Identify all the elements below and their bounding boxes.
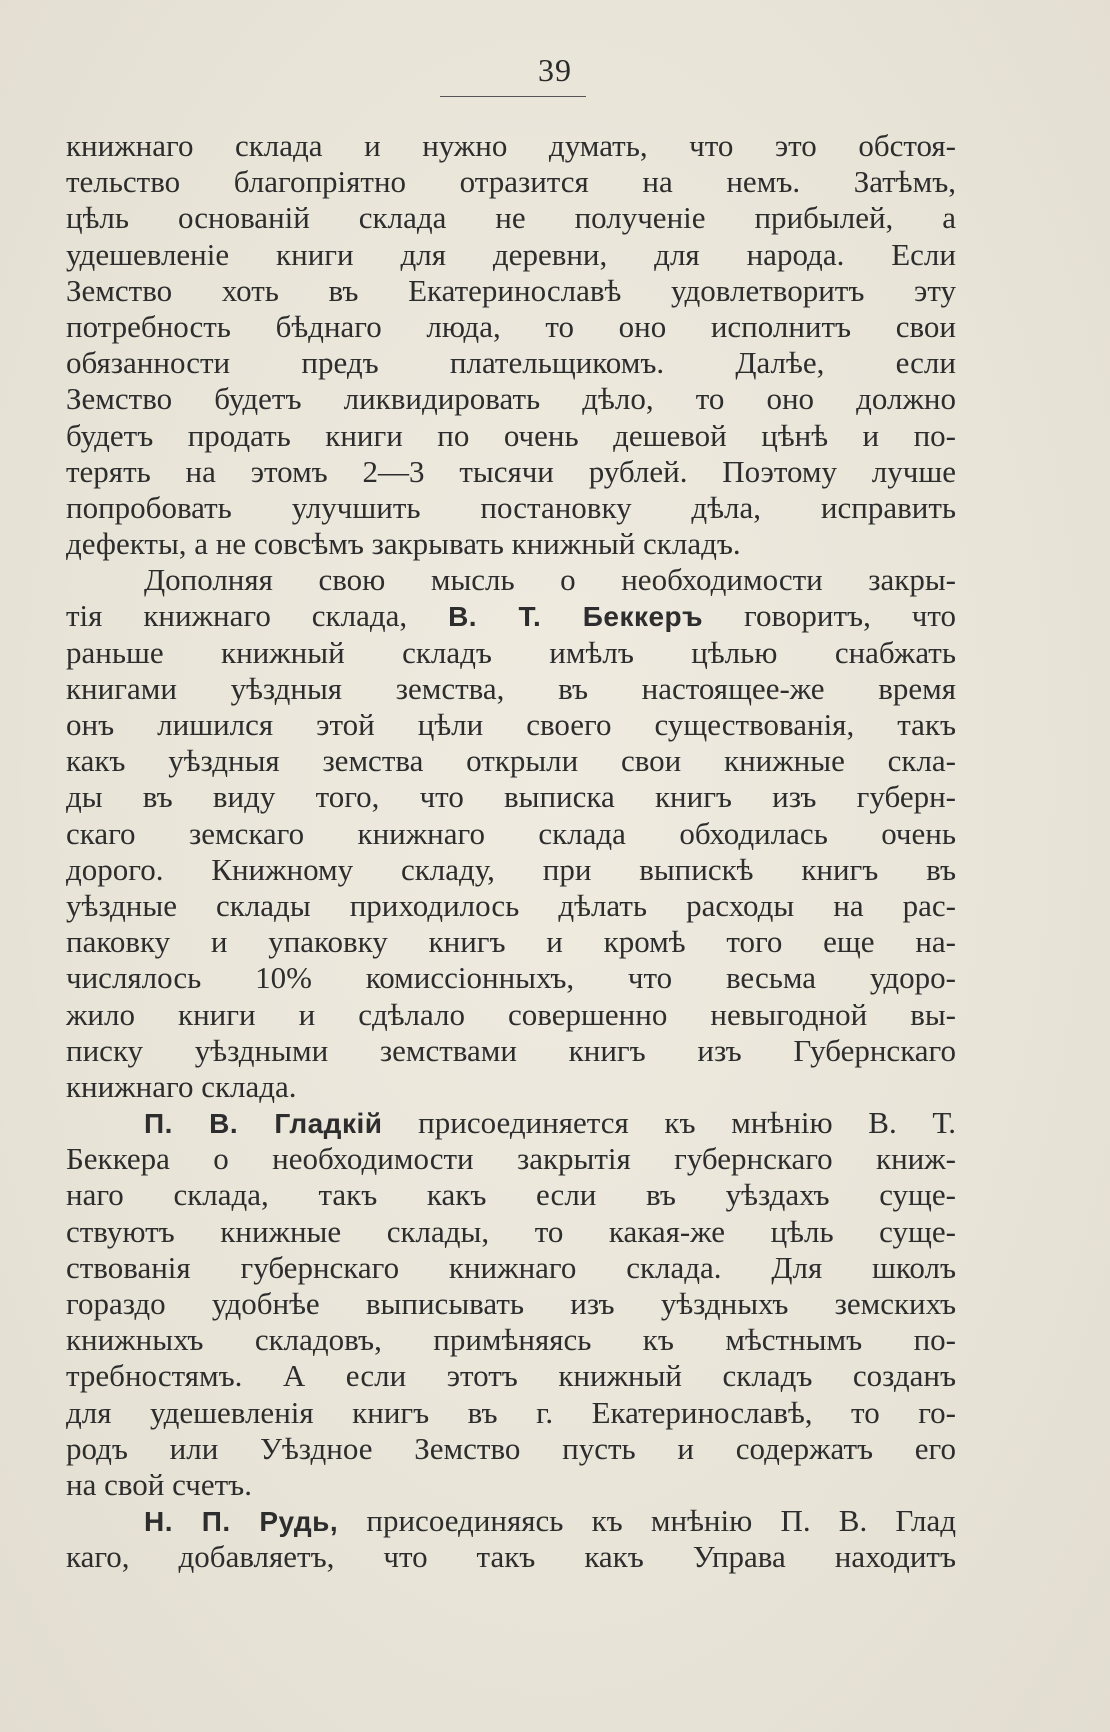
text-line: книжнаго склада. [66, 1068, 297, 1104]
body-text [66, 128, 956, 1576]
text-line: книгами уѣздныя земства, въ настоящее-же время [66, 670, 956, 706]
text-line: скаго земскаго книжнаго склада обходилась очень [66, 815, 956, 851]
text-line: паковку и упаковку книгъ и кромѣ того еще на- [66, 924, 956, 960]
header-rule [440, 96, 586, 97]
text-fragment: присоединяется къ мнѣнію В. Т. [418, 1105, 956, 1141]
text-line: ствованія губернскаго книжнаго склада. Для школъ [66, 1249, 956, 1285]
text-line: Беккера о необходимости закрытія губернскаго книж- [66, 1141, 956, 1177]
text-line: удешевленіе книги для деревни, для народа. Если [66, 236, 956, 272]
text-line [66, 1503, 956, 1539]
text-line: Дополняя свою мысль о необходимости закры- [144, 562, 956, 598]
text-line: цѣль основаній склада не полученіе прибылей, а [66, 200, 956, 236]
text-line: попробовать улучшить постановку дѣла, исправить [66, 489, 956, 525]
text-line: на свой счетъ. [66, 1466, 252, 1502]
text-line: наго склада, такъ какъ если въ уѣздахъ суще- [66, 1177, 956, 1213]
text-fragment: присоединяясь къ мнѣнію П. В. Глад [366, 1503, 957, 1539]
text-line: потребность бѣднаго люда, то оно исполнитъ свои [66, 308, 956, 344]
text-line: раньше книжный складъ имѣлъ цѣлью снабжать [66, 634, 956, 670]
text-line: обязанности предъ плательщикомъ. Далѣе, если [66, 345, 956, 381]
text-line: для удешевленія книгъ въ г. Екатеринославѣ, то го- [66, 1394, 956, 1430]
text-line [66, 1105, 956, 1141]
text-line: будетъ продать книги по очень дешевой цѣнѣ и по- [66, 417, 956, 453]
text-line: ды въ виду того, что выписка книгъ изъ губерн- [66, 779, 956, 815]
text-line: онъ лишился этой цѣли своего существованія, такъ [66, 707, 956, 742]
text-line: каго, добавляетъ, что такъ какъ Управа находитъ [66, 1539, 956, 1575]
text-line: Земство хоть въ Екатеринославѣ удовлетворитъ эту [66, 272, 956, 308]
text-line: гораздо удобнѣе выписывать изъ уѣздныхъ земскихъ [66, 1286, 956, 1321]
text-line: числялось 10% комиссіонныхъ, что весьма удоро- [66, 960, 956, 996]
speaker-name: В. Т. Беккеръ [448, 601, 704, 633]
text-line: жило книги и сдѣлало совершенно невыгодной вы- [66, 996, 956, 1032]
text-line: книжнаго склада и нужно думать, что это обстоя- [66, 128, 956, 163]
text-line: книжныхъ складовъ, примѣняясь къ мѣстнымъ по- [66, 1322, 956, 1358]
speaker-name: Н. П. Рудь, [144, 1506, 339, 1538]
text-line: ствуютъ книжные склады, то какая-же цѣль суще- [66, 1213, 956, 1249]
speaker-name: П. В. Гладкій [144, 1108, 383, 1140]
text-fragment: говоритъ, что [744, 598, 956, 634]
text-line: дорого. Книжному складу, при выпискѣ книгъ въ [66, 851, 956, 887]
text-line: тельство благопріятно отразится на немъ. Затѣмъ, [66, 164, 956, 200]
text-line: писку уѣздными земствами книгъ изъ Губернскаго [66, 1032, 956, 1068]
text-line: Земство будетъ ликвидировать дѣло, то оно должно [66, 381, 956, 417]
text-line: родъ или Уѣздное Земство пусть и содержатъ его [66, 1430, 956, 1466]
text-line: уѣздные склады приходилось дѣлать расходы на рас- [66, 887, 956, 923]
text-line [66, 598, 956, 634]
text-line: требностямъ. А если этотъ книжный складъ созданъ [66, 1358, 956, 1394]
text-line: дефекты, а не совсѣмъ закрывать книжный складъ. [66, 526, 741, 562]
text-fragment: тія книжнаго склада, [66, 598, 408, 634]
page-number: 39 [538, 52, 572, 88]
text-line: какъ уѣздныя земства открыли свои книжные скла- [66, 743, 956, 779]
text-line: терять на этомъ 2—3 тысячи рублей. Поэтому лучше [66, 453, 956, 489]
